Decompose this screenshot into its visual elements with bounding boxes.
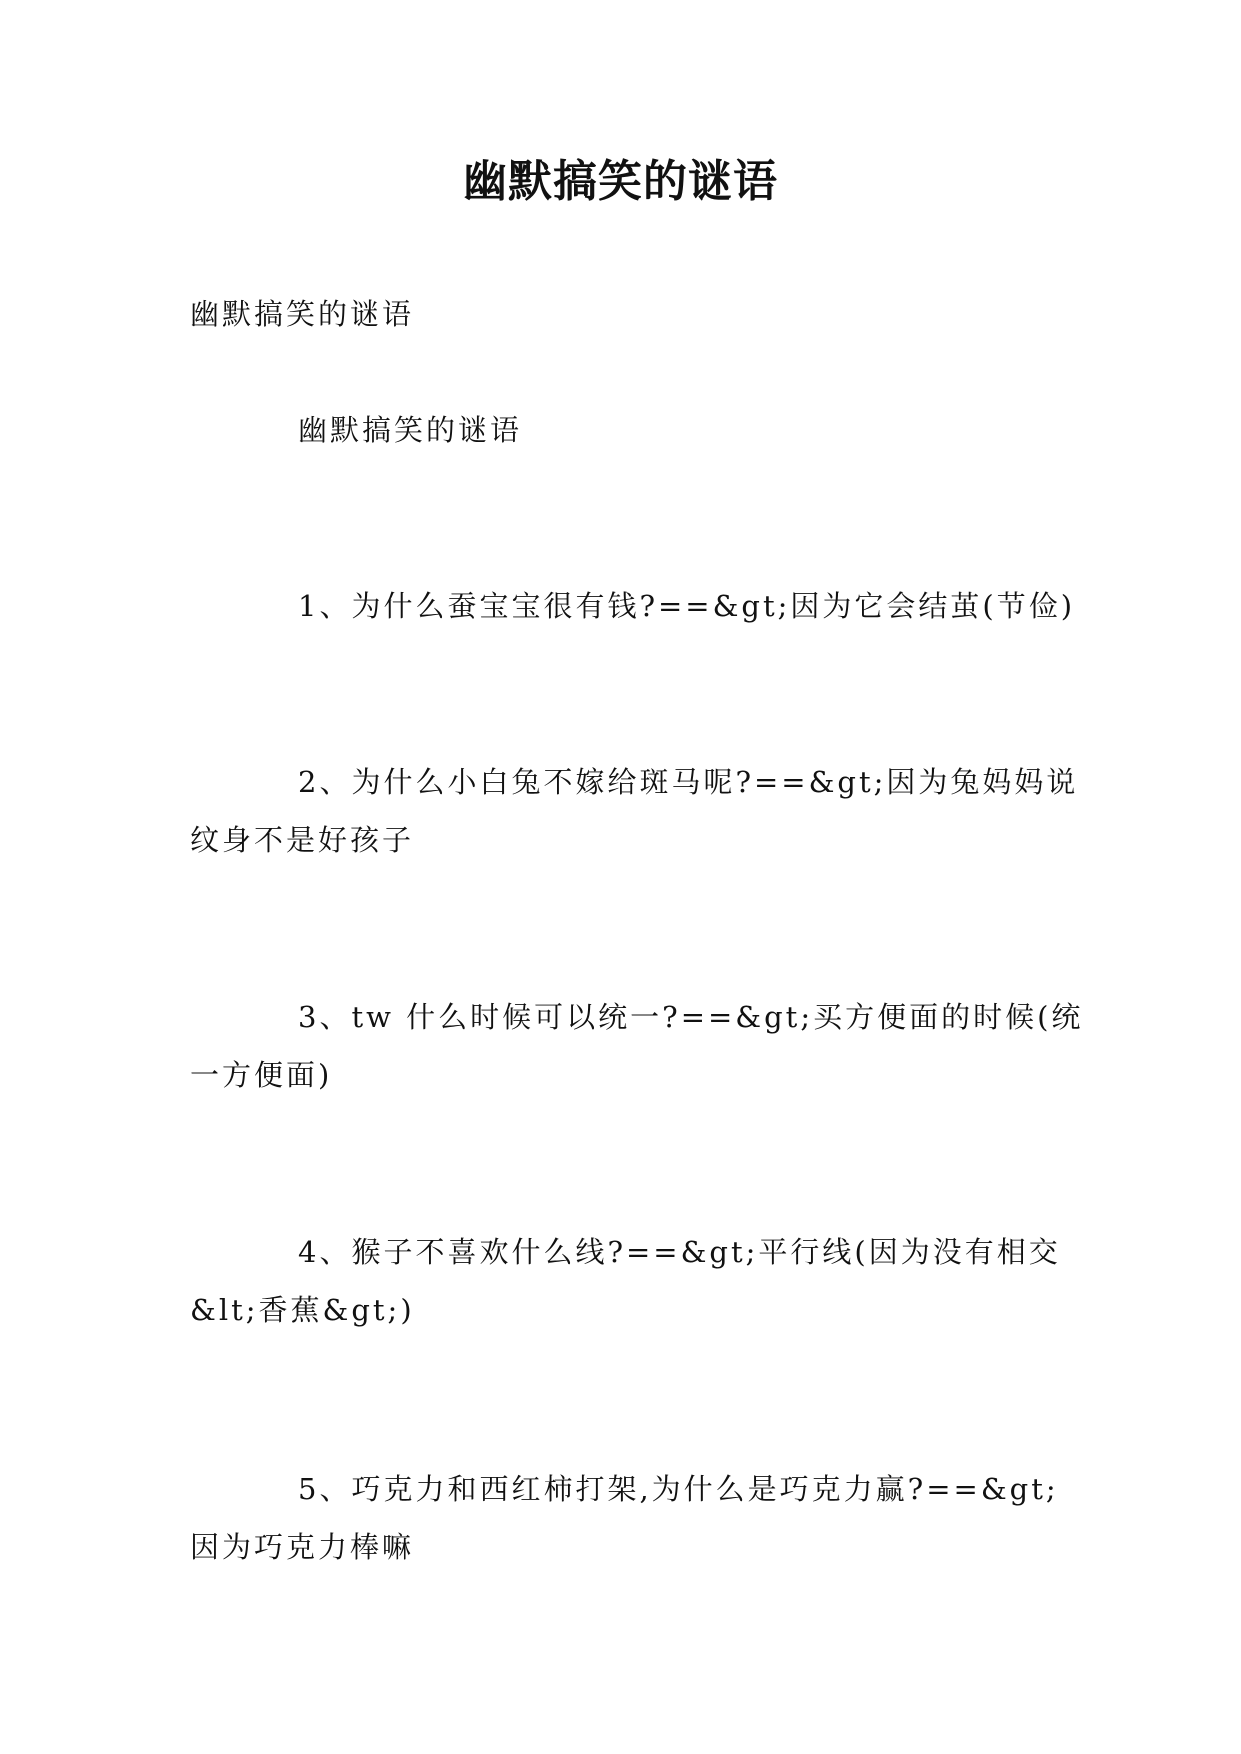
riddle-text-line: 2、为什么小白兔不嫁给斑马呢?==&gt;因为兔妈妈说 [298, 765, 1079, 799]
riddle-text-line: 1、为什么蚕宝宝很有钱?==&gt;因为它会结茧(节俭) [298, 589, 1076, 623]
riddle-text-continuation: 一方便面) [190, 1058, 333, 1092]
riddle-text-line: 5、巧克力和西红柿打架,为什么是巧克力赢?==&gt; [298, 1472, 1059, 1506]
riddle-text-line: 4、猴子不喜欢什么线?==&gt;平行线(因为没有相交 [298, 1235, 1061, 1269]
riddle-text-line: 3、tw 什么时候可以统一?==&gt;买方便面的时候(统 [298, 1000, 1084, 1034]
intro-heading: 幽默搞笑的谜语 [298, 413, 523, 447]
riddle-text-continuation: &lt;香蕉&gt;) [190, 1293, 415, 1327]
document-subtitle: 幽默搞笑的谜语 [190, 297, 415, 331]
page-title: 幽默搞笑的谜语 [463, 156, 778, 207]
riddle-text-continuation: 纹身不是好孩子 [190, 823, 415, 857]
riddle-text-continuation: 因为巧克力棒嘛 [190, 1530, 415, 1564]
